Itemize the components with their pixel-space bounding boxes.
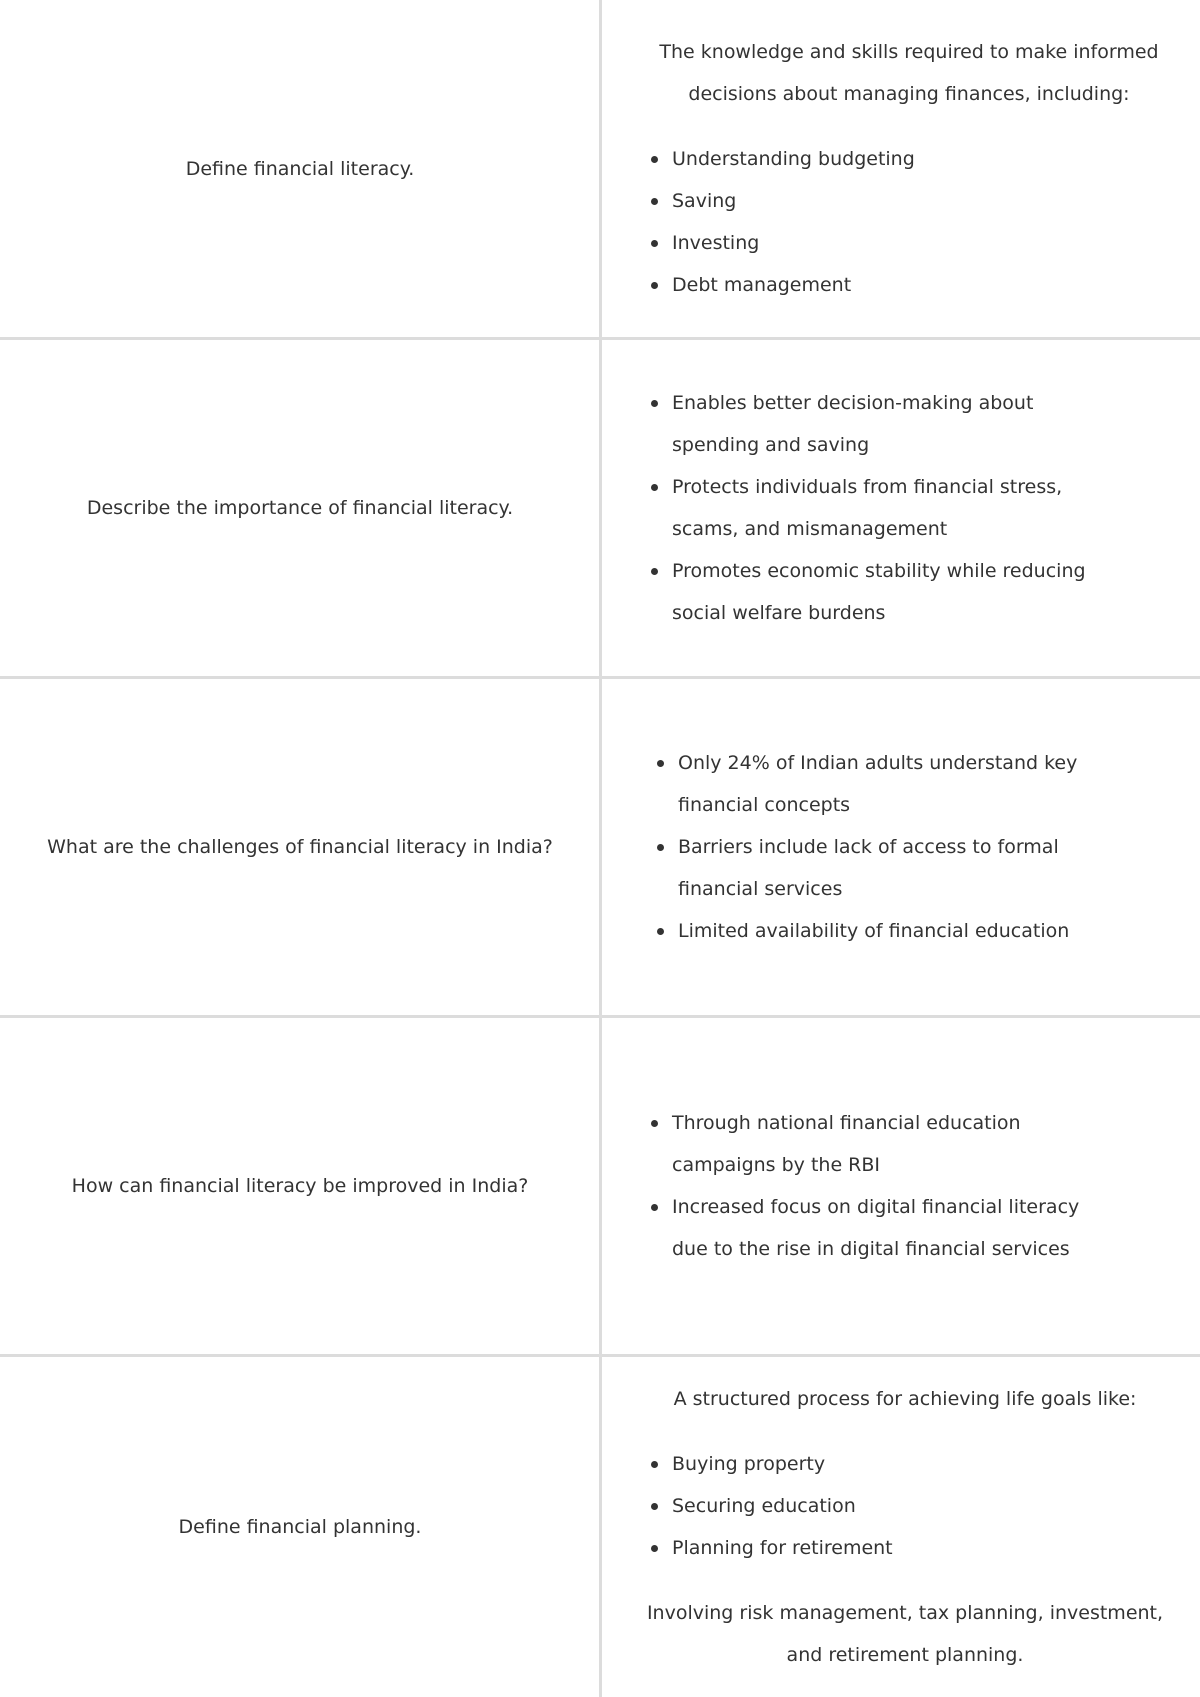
card-back [600,679,1200,1015]
answer-outro: Involving risk management, tax planning, investment, and retirement planning. [646,1602,1164,1666]
answer-item: Enables better decision-making about spending and saving [672,382,1092,466]
question-text: Describe the importance of financial literacy. [86,497,514,519]
answer-item: Through national financial education campaigns by the RBI [672,1102,1104,1186]
answer-list [600,1443,1200,1569]
column-divider [599,0,602,1697]
answer-item: Increased focus on digital financial literacy due to the rise in digital financial services [672,1186,1104,1270]
answer-item: Promotes economic stability while reducing social welfare burdens [672,550,1092,634]
answer-item: Only 24% of Indian adults understand key financial concepts [678,742,1088,826]
answer-item: Securing education [672,1485,1200,1527]
answer-item: Barriers include lack of access to formal financial services [678,826,1088,910]
question-text: Define financial literacy. [185,157,415,180]
card-front [0,1018,600,1354]
question-text: How can financial literacy be improved in India? [71,1175,529,1197]
answer-item: Debt management [672,264,1200,306]
answer-item: Buying property [672,1443,1200,1485]
question-text: Define financial planning. [178,1516,422,1538]
card-back [600,0,1200,337]
answer-item: Saving [672,180,1200,222]
answer-list [600,138,1200,306]
answer-list [600,742,1088,952]
card-back [600,1018,1200,1354]
question-text: What are the challenges of financial literacy in India? [47,836,553,858]
answer-item: Investing [672,222,1200,264]
answer-item: Understanding budgeting [672,138,1200,180]
card-back [600,1357,1200,1697]
answer-item: Protects individuals from financial stress, scams, and mismanagement [672,466,1092,550]
answer-intro: The knowledge and skills required to make informed decisions about managing finances, including: [659,41,1159,105]
answer-list [600,382,1092,634]
card-front [0,0,600,337]
answer-intro: A structured process for achieving life goals like: [673,1388,1137,1410]
card-front [0,679,600,1015]
answer-item: Planning for retirement [672,1527,1200,1569]
card-front [0,340,600,676]
card-back [600,340,1200,676]
card-front [0,1357,600,1697]
answer-list [600,1102,1104,1270]
answer-item: Limited availability of financial education [678,910,1088,952]
